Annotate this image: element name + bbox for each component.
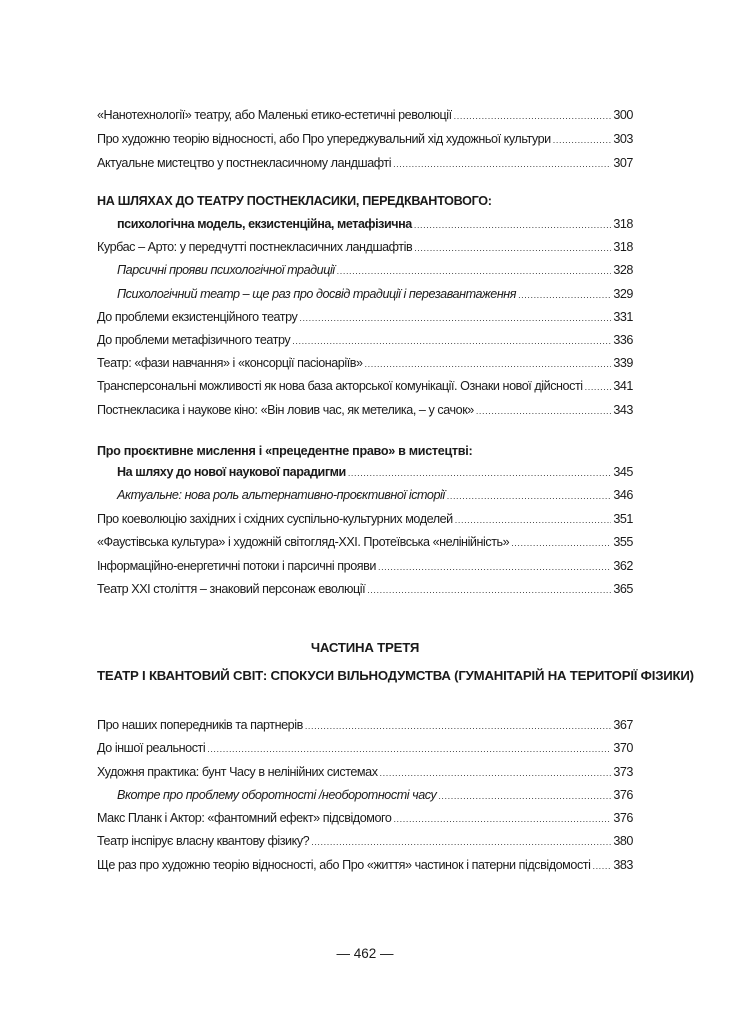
- toc-entry-page: 365: [613, 582, 633, 596]
- leader-dots: [378, 557, 611, 577]
- toc-entry: [97, 260, 633, 280]
- toc-entry: [97, 307, 633, 327]
- toc-entry: [97, 330, 633, 350]
- toc-entry-page: 336: [613, 333, 633, 347]
- toc-entry: [97, 509, 633, 529]
- leader-dots: [447, 486, 612, 506]
- toc-entry-title: Театр: «фази навчання» і «консорції пасіонаріїв»: [97, 356, 363, 370]
- toc-entry: [97, 129, 633, 149]
- toc-entry-page: 341: [613, 379, 633, 393]
- toc-entry-page: 303: [613, 132, 633, 146]
- leader-dots: [518, 285, 611, 305]
- toc-entry-title: Трансперсональні можливості як нова база акторської комунікації. Ознаки нової дійсності: [97, 379, 583, 393]
- toc-entry-title: Вкотре про проблему оборотності /необоротності часу: [117, 788, 437, 802]
- toc-entry-title: Актуальне мистецтво у постнекласичному ландшафті: [97, 156, 392, 170]
- toc-entry-page: 362: [613, 559, 633, 573]
- toc-entry-title: Про художню теорію відносності, або Про упереджувальний хід художньої культури: [97, 132, 551, 146]
- toc-entry-page: 376: [613, 811, 633, 825]
- leader-dots: [592, 856, 611, 876]
- toc-entry: [97, 762, 633, 782]
- toc-entry: [97, 532, 633, 552]
- toc-entry: [97, 785, 633, 805]
- leader-dots: [305, 716, 612, 736]
- toc-entry-page: 343: [613, 403, 633, 417]
- section-heading: Про проєктивне мислення і «прецедентне право» в мистецтві:: [97, 444, 473, 458]
- leader-dots: [476, 401, 612, 421]
- toc-entry-page: 345: [613, 465, 633, 479]
- toc-entry-page: 307: [613, 156, 633, 170]
- toc-entry: [97, 855, 633, 875]
- toc-entry-title: Психологічний театр – ще раз про досвід традиції і перезавантаження: [117, 287, 517, 301]
- toc-entry: [97, 284, 633, 304]
- toc-entry: [97, 808, 633, 828]
- toc-entry: [97, 353, 633, 373]
- leader-dots: [511, 533, 611, 553]
- leader-dots: [414, 238, 611, 258]
- toc-entry-page: 339: [613, 356, 633, 370]
- toc-entry: [97, 485, 633, 505]
- toc-entry-page: 328: [613, 263, 633, 277]
- leader-dots: [380, 763, 612, 783]
- toc-entry-page: 351: [613, 512, 633, 526]
- section-subheading-entry: [97, 462, 633, 482]
- toc-entry-page: 346: [613, 488, 633, 502]
- leader-dots: [292, 331, 611, 351]
- toc-entry-title: Про наших попередників та партнерів: [97, 718, 303, 732]
- toc-entry-title: Актуальне: нова роль альтернативно-проєктивної історії: [117, 488, 445, 502]
- toc-entry-page: 380: [613, 834, 633, 848]
- toc-entry-title: Інформаційно-енергетичні потоки і парсичні прояви: [97, 559, 376, 573]
- part-title: ТЕАТР І КВАНТОВИЙ СВІТ: СПОКУСИ ВІЛЬНОДУМСТВА (ГУМАНІТАРІЙ НА ТЕРИТОРІЇ ФІЗИКИ): [97, 668, 694, 683]
- toc-entry-page: 355: [613, 535, 633, 549]
- leader-dots: [454, 106, 612, 126]
- toc-entry-title: Курбас – Арто: у передчутті постнекласичних ландшафтів: [97, 240, 413, 254]
- leader-dots: [207, 739, 611, 759]
- toc-entry-page: 318: [613, 217, 633, 231]
- section-heading: НА ШЛЯХАХ ДО ТЕАТРУ ПОСТНЕКЛАСИКИ, ПЕРЕДКВАНТОВОГО:: [97, 194, 492, 208]
- toc-entry-title: Постнекласика і наукове кіно: «Він ловив час, як метелика, – у сачок»: [97, 403, 474, 417]
- toc-entry-title: «Фаустівська культура» і художній світогляд-ХХІ. Протеївська «нелінійність»: [97, 535, 510, 549]
- leader-dots: [365, 354, 612, 374]
- toc-entry: [97, 715, 633, 735]
- leader-dots: [414, 215, 611, 235]
- toc-entry: [97, 738, 633, 758]
- toc-entry: [97, 579, 633, 599]
- leader-dots: [393, 809, 611, 829]
- toc-entry: [97, 376, 633, 396]
- toc-entry: [97, 105, 633, 125]
- leader-dots: [348, 463, 612, 483]
- page-number: — 462 —: [336, 946, 394, 961]
- toc-entry-title: «Нанотехнології» театру, або Маленькі етико-естетичні революції: [97, 108, 452, 122]
- toc-entry-page: 329: [613, 287, 633, 301]
- toc-entry-page: 383: [613, 858, 633, 872]
- toc-entry-page: 370: [613, 741, 633, 755]
- toc-entry-page: 331: [613, 310, 633, 324]
- toc-entry-page: 318: [613, 240, 633, 254]
- leader-dots: [393, 154, 611, 174]
- leader-dots: [311, 832, 611, 852]
- toc-entry-title: Театр ХХІ століття – знаковий персонаж еволюції: [97, 582, 366, 596]
- toc-entry: [97, 556, 633, 576]
- toc-entry-title: До проблеми метафізичного театру: [97, 333, 291, 347]
- toc-entry-title: Про коеволюцію західних і східних суспільно-культурних моделей: [97, 512, 453, 526]
- toc-entry-page: 300: [613, 108, 633, 122]
- leader-dots: [455, 510, 612, 530]
- leader-dots: [337, 261, 612, 281]
- toc-entry-title: Макс Планк і Актор: «фантомний ефект» підсвідомого: [97, 811, 392, 825]
- part-label: ЧАСТИНА ТРЕТЯ: [310, 640, 420, 655]
- leader-dots: [553, 130, 612, 150]
- leader-dots: [438, 786, 611, 806]
- toc-entry-title: Парсичні прояви психологічної традиції: [117, 263, 335, 277]
- toc-page: [97, 0, 694, 1024]
- toc-entry-title: Художня практика: бунт Часу в нелінійних системах: [97, 765, 378, 779]
- toc-entry: [97, 400, 633, 420]
- section-subheading-entry: [97, 214, 633, 234]
- toc-entry-page: 367: [613, 718, 633, 732]
- toc-entry-page: 376: [613, 788, 633, 802]
- leader-dots: [299, 308, 611, 328]
- toc-entry-title: Ще раз про художню теорію відносності, або Про «життя» частинок і патерни підсвідомості: [97, 858, 591, 872]
- toc-entry-title: психологічна модель, екзистенційна, метафізична: [117, 217, 412, 231]
- toc-entry-title: До проблеми екзистенційного театру: [97, 310, 298, 324]
- toc-entry: [97, 831, 633, 851]
- toc-entry: [97, 153, 633, 173]
- leader-dots: [585, 377, 612, 397]
- leader-dots: [367, 580, 611, 600]
- toc-entry-title: Театр інспірує власну квантову фізику?: [97, 834, 310, 848]
- toc-entry-title: До іншої реальності: [97, 741, 206, 755]
- toc-entry-title: На шляху до нової наукової парадигми: [117, 465, 346, 479]
- toc-entry: [97, 237, 633, 257]
- toc-entry-page: 373: [613, 765, 633, 779]
